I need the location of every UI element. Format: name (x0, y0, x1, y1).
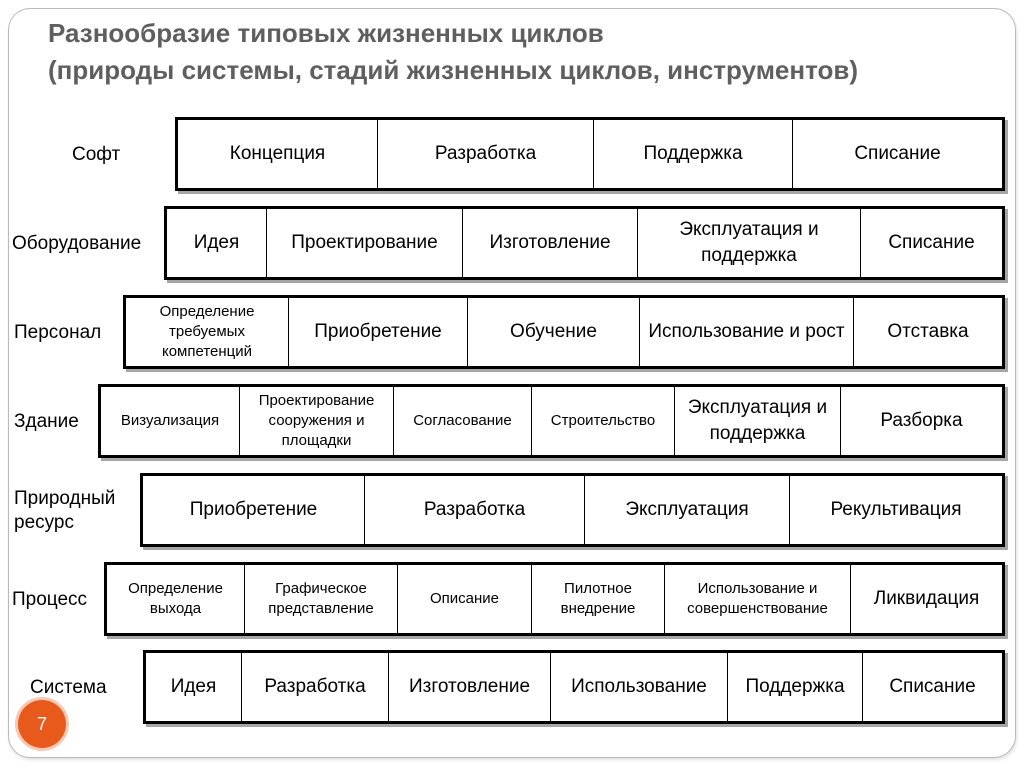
stage-cell: Разработка (242, 653, 389, 721)
stage-row-soft (175, 117, 1005, 191)
page-number-badge: 7 (18, 700, 66, 748)
stage-cell: Изготовление (389, 653, 551, 721)
title-line-2: (природы системы, стадий жизненных циклов, инструментов) (48, 55, 858, 85)
stage-cell: Рекультивация (830, 499, 962, 520)
stage-row-equipment (164, 206, 1005, 280)
stage-cell: Разработка (365, 476, 585, 544)
stage-cell: Пилотное внедрение (532, 565, 665, 633)
row-label-process: Процесс (12, 589, 88, 610)
stage-cell: Эксплуатация и поддержка (638, 209, 861, 277)
row-label-natural-resource: Природный ресурс (14, 488, 116, 533)
stage-cell: Разработка (378, 120, 594, 188)
stage-row-system (143, 650, 1005, 724)
title-line-1: Разнообразие типовых жизненных циклов (48, 18, 604, 48)
stage-cell: Проектирование (267, 209, 463, 277)
stage-cell: Использование и рост (640, 298, 854, 366)
stage-cell: Концепция (178, 120, 378, 188)
stage-cell: Идея (167, 209, 267, 277)
stage-cell: Списание (889, 676, 976, 697)
stage-cell: Списание (854, 143, 941, 164)
stage-cell: Идея (146, 653, 242, 721)
stage-cell: Приобретение (143, 476, 365, 544)
stage-cell: Описание (398, 565, 532, 633)
stage-cell: Изготовление (463, 209, 638, 277)
stage-cell: Приобретение (289, 298, 468, 366)
stage-row-personnel (123, 295, 1005, 369)
stage-cell: Использование (551, 653, 728, 721)
stage-cell: Поддержка (594, 120, 793, 188)
stage-cell: Поддержка (728, 653, 863, 721)
stage-cell: Графическое представление (245, 565, 398, 633)
stage-cell: Определение выхода (107, 565, 245, 633)
stage-cell: Разборка (880, 410, 963, 431)
stage-cell: Проектирование сооружения и площадки (240, 387, 394, 455)
stage-row-process (104, 562, 1005, 636)
slide-title (48, 15, 1008, 89)
stage-cell: Определение требуемых компетенций (126, 298, 289, 366)
stage-cell: Визуализация (101, 387, 240, 455)
row-label-personnel: Персонал (14, 322, 102, 343)
stage-cell: Строительство (532, 387, 675, 455)
stage-row-building (98, 384, 1005, 458)
stage-cell: Списание (888, 232, 975, 253)
stage-cell: Отставка (887, 321, 969, 342)
stage-cell: Эксплуатация (585, 476, 790, 544)
stage-row-natural-resource (140, 473, 1005, 547)
row-label-building: Здание (14, 411, 79, 432)
stage-cell: Ликвидация (873, 588, 980, 609)
stage-cell: Эксплуатация и поддержка (675, 387, 841, 455)
stage-cell: Согласование (394, 387, 532, 455)
stage-cell: Обучение (468, 298, 640, 366)
row-label-soft: Софт (72, 144, 121, 165)
row-label-system: Система (30, 677, 107, 698)
stage-cell: Использование и совершенствование (665, 565, 851, 633)
row-label-equipment: Оборудование (12, 233, 142, 254)
